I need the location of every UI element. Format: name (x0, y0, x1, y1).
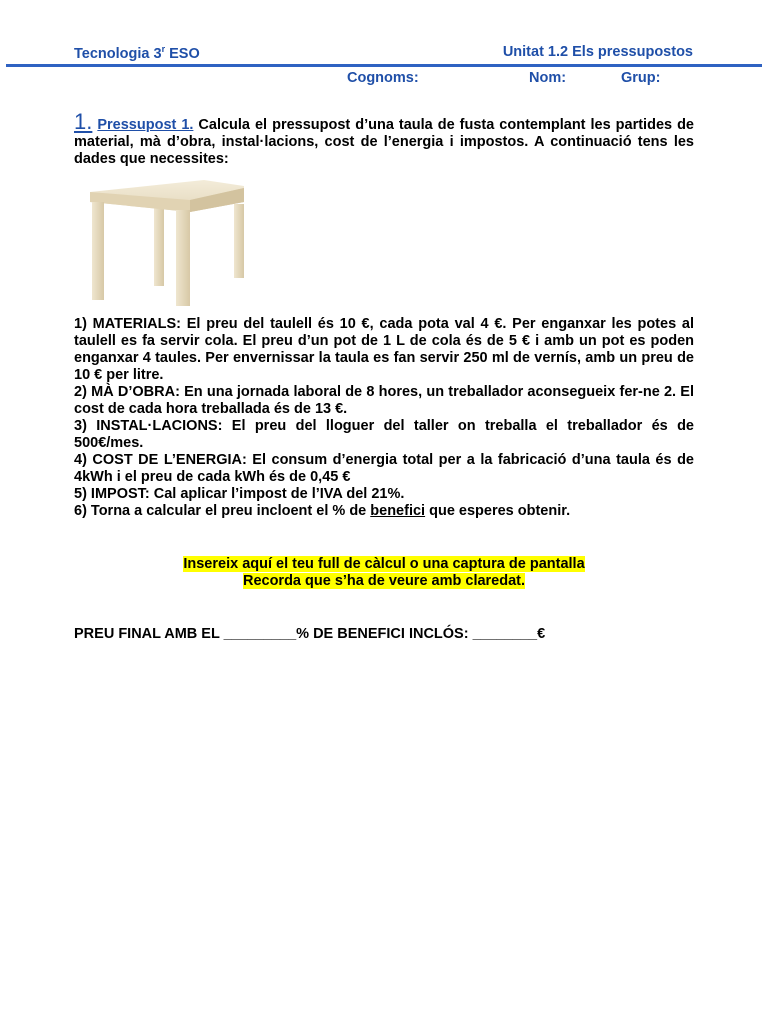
surname-label: Cognoms: (347, 70, 419, 86)
item-tax: 5) IMPOST: Cal aplicar l’impost de l’IVA del 21%. (74, 486, 405, 502)
item-installations: 3) INSTAL·LACIONS: El preu del lloguer del taller on treballa el treballador és de 500€/mes. (74, 418, 694, 451)
item-energy: 4) COST DE L’ENERGIA: El consum d’energia total per a la fabricació d’una taula és de 4kWh i el preu de cada kWh és de 0,45 € (74, 452, 694, 485)
header-divider (6, 64, 762, 67)
name-label: Nom: (529, 70, 567, 86)
header-subject-sup: r (161, 44, 166, 54)
table-image (86, 178, 256, 308)
header-subject-suffix: ESO (165, 45, 200, 62)
exercise-title: Pressupost 1. (97, 117, 194, 133)
item-labour: 2) MÀ D’OBRA: En una jornada laboral de 8 hores, un treballador aconsegueix fer-ne 2. El cost de cada hora treballada és de 13 €. (74, 384, 694, 417)
header-unit: Unitat 1.2 Els pressupostos (502, 44, 693, 60)
item-profit-before: 6) Torna a calcular el preu incloent el % de (74, 503, 371, 519)
header-subject-text: Tecnologia 3 (74, 45, 162, 62)
exercise-body (74, 109, 694, 643)
group-label: Grup: (621, 70, 661, 86)
item-profit-after: que esperes obtenir. (425, 503, 571, 519)
insert-instructions (74, 556, 694, 590)
insert-instruction-line2: Recorda que s’ha de veure amb claredat. (242, 573, 526, 589)
exercise-statement (74, 109, 694, 168)
item-profit (74, 503, 694, 520)
insert-instruction-line1: Insereix aquí el teu full de càlcul o una captura de pantalla (183, 556, 585, 572)
item-profit-underlined: benefici (370, 503, 426, 519)
exercise-intro: Calcula el pressupost d’una taula de fusta contemplant les partides de material, mà d’obra, instal·lacions, cost de l’energia i impostos. A continuació tens les dades que necessites: (74, 117, 694, 167)
exercise-number: 1. (74, 109, 93, 134)
final-price-line: PREU FINAL AMB EL _________% DE BENEFICI INCLÓS: ________€ (74, 626, 546, 642)
header-subject (74, 44, 200, 62)
item-materials: 1) MATERIALS: El preu del taulell és 10 €, cada pota val 4 €. Per enganxar les potes al taulell es fa servir cola. El preu d’un pot de 1 L de cola és de 5 € i amb un pot es poden enganxar 4 taules. Per envernissar la taula es fan servir 250 ml de vernís, amb un preu de 10 € per litre. (74, 316, 694, 383)
